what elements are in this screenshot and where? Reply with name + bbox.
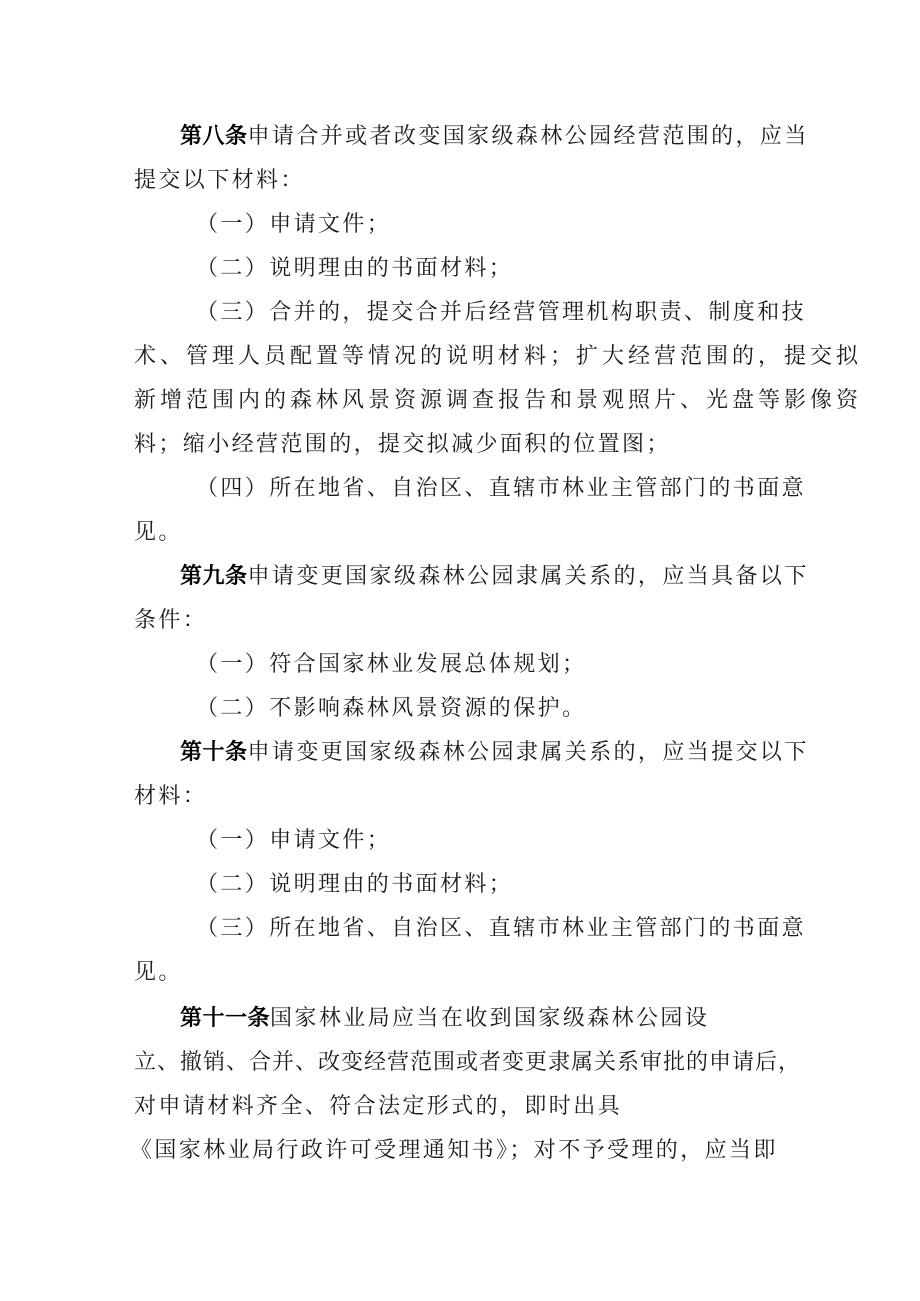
paragraph-line: 新增范围内的森林风景资源调查报告和景观照片、光盘等影像资 — [134, 388, 863, 413]
article-8-first-line — [180, 122, 809, 152]
paragraph-line: 材料： — [134, 784, 208, 809]
list-item: （一）符合国家林业发展总体规划； — [196, 652, 587, 677]
list-item: （一）申请文件； — [196, 828, 392, 853]
article-8-heading: 第八条 — [180, 124, 248, 149]
article-9-text: 申请变更国家级森林公园隶属关系的，应当具备以下 — [247, 564, 809, 589]
paragraph-line: 条件： — [134, 608, 208, 633]
article-9-first-line — [180, 562, 809, 592]
paragraph-line: 立、撤销、合并、改变经营范围或者变更隶属关系审批的申请后， — [134, 1050, 802, 1075]
article-9-heading: 第九条 — [180, 564, 248, 589]
paragraph-line: 料；缩小经营范围的，提交拟减少面积的位置图； — [134, 432, 671, 457]
list-item: （二）不影响森林风景资源的保护。 — [196, 696, 587, 721]
paragraph-line: 见。 — [134, 960, 183, 985]
paragraph-line: 《国家林业局行政许可受理通知书》；对不予受理的，应当即 — [130, 1138, 778, 1163]
article-11-first-line — [180, 1004, 709, 1034]
list-item: （三）合并的，提交合并后经营管理机构职责、制度和技 — [196, 300, 807, 325]
article-10-heading: 第十条 — [180, 740, 248, 765]
paragraph-line: 对申请材料齐全、符合法定形式的，即时出具 — [134, 1094, 623, 1119]
list-item: （二）说明理由的书面材料； — [196, 872, 514, 897]
list-item: （四）所在地省、自治区、直辖市林业主管部门的书面意 — [196, 476, 807, 501]
list-item: （一）申请文件； — [196, 212, 392, 237]
article-10-first-line — [180, 738, 809, 768]
list-item: （三）所在地省、自治区、直辖市林业主管部门的书面意 — [196, 916, 807, 941]
article-8-text: 申请合并或者改变国家级森林公园经营范围的，应当 — [247, 124, 809, 149]
paragraph-line: 提交以下材料： — [134, 168, 305, 193]
article-11-heading: 第十一条 — [180, 1006, 271, 1031]
list-item: （二）说明理由的书面材料； — [196, 256, 514, 281]
paragraph-line: 见。 — [134, 520, 183, 545]
paragraph-line: 术、管理人员配置等情况的说明材料；扩大经营范围的，提交拟 — [134, 344, 863, 369]
article-11-text: 国家林业局应当在收到国家级森林公园设 — [270, 1006, 710, 1031]
article-10-text: 申请变更国家级森林公园隶属关系的，应当提交以下 — [247, 740, 809, 765]
